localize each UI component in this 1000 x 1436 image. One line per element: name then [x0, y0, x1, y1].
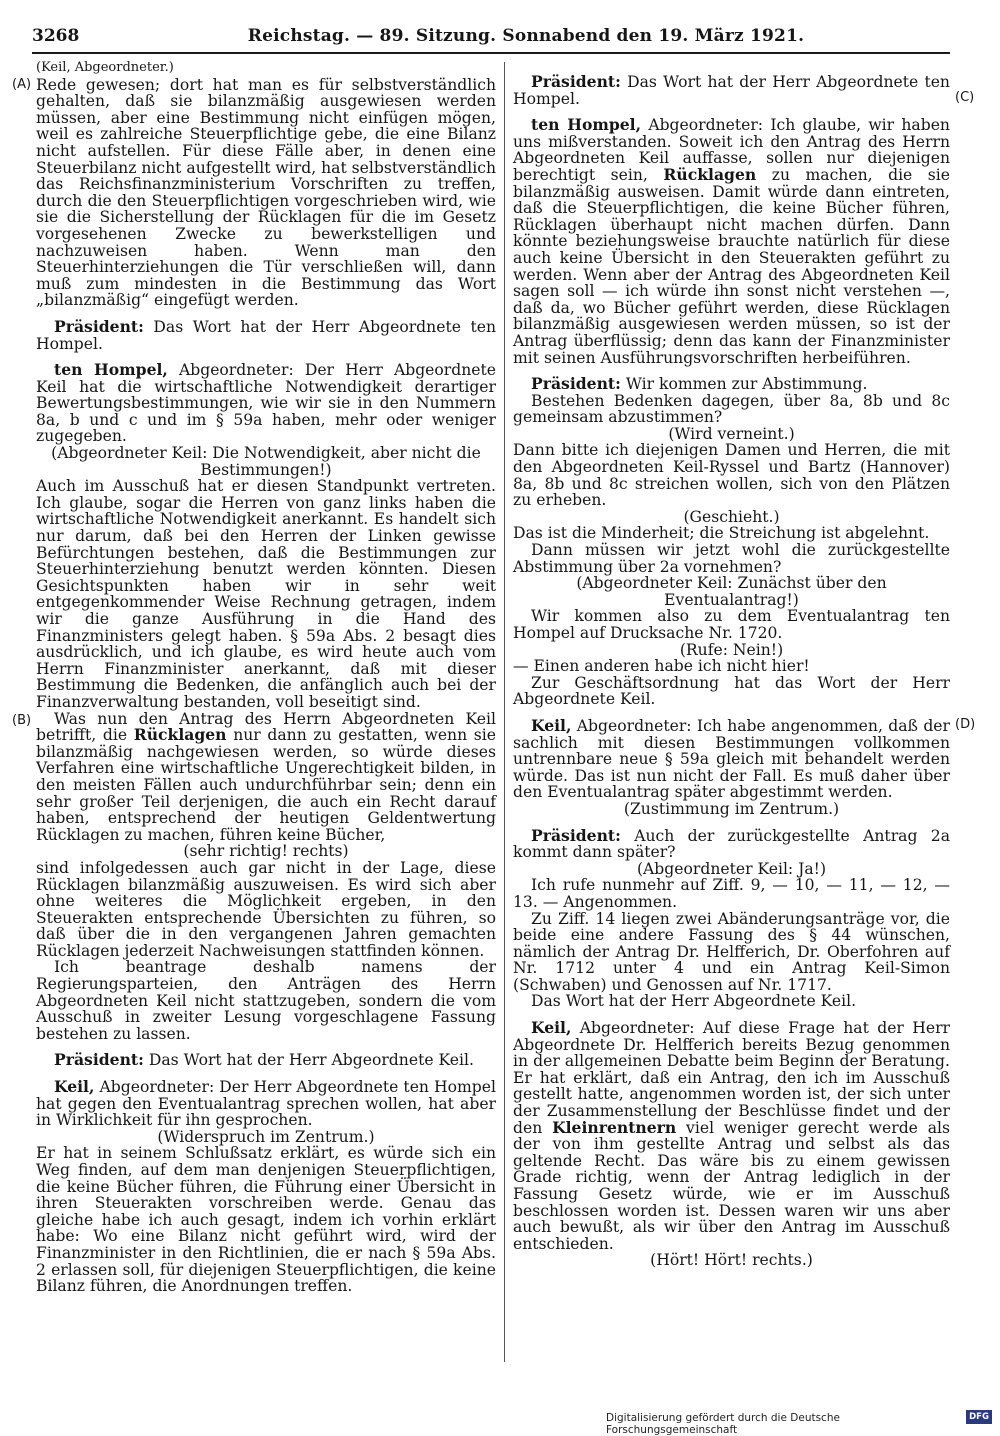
margin-marker-a: (A): [12, 77, 32, 92]
paragraph: Ich beantrage deshalb namens der Regierungsparteien, den Anträgen des Herrn Abgeordneten Keil nicht stattzugeben, sondern die vom Ausschuß in zweiter Lesung vorgeschlagene Fassung bestehen zu lassen.: [36, 958, 496, 1043]
interjection: (Hört! Hört! rechts.): [650, 1251, 813, 1270]
paragraph: Bestehen Bedenken dagegen, über 8a, 8b und 8c gemeinsam abzustimmen?: [513, 391, 950, 427]
paragraph: Auch im Ausschuß hat er diesen Standpunkt vertreten. Ich glaube, sogar die Herren von ganz links haben die wirtschaftliche Notwendigkeit anerkannt. Es handelt sich nur darum, daß bei den Herren der Linken gewisse Befürchtungen bestehen, daß die Bestimmungen zur Steuerhinterziehung benutzt werden könnten. Diesen Gesichtspunkten haben wir in sehr weit entgegenkommender Weise Rechnung getragen, indem wir die ganze Ausführung in die Hand des Finanzministers gelegt haben. § 59a Abs. 2 besagt dies ausdrücklich, und ich glaube, es wird heute auch vom Herrn Finanzminister anerkannt, daß mit dieser Bestimmung die Bedenken, die anfänglich auch bei der Finanzverwaltung bestanden, voll beseitigt sind.: [36, 477, 496, 711]
speech-paragraph: Keil, Abgeordneter: Ich habe angenommen, daß der sachlich mit diesen Bestimmungen vollkommen untrennbare neue § 59a gleich mit behandelt werden würde. Das ist nun nicht der Fall. Es muß daher über den Eventualantrag später abgestimmt werden.: [513, 715, 950, 802]
running-head: Reichstag. — 89. Sitzung. Sonnabend den 19. März 1921.: [247, 26, 805, 46]
digitization-credit: Digitalisierung gefördert durch die Deutsche Forschungsgemeinschaft: [606, 1412, 840, 1436]
speaker-name: Präsident:: [531, 374, 621, 394]
speech-paragraph: ten Hompel, Abgeordneter: Der Herr Abgeordnete Keil hat die wirtschaftliche Notwendigkeit derartiger Bewertungsbestimmungen, wie wir sie in den Nummern 8a, b und c und im § 59a haben, mehr oder weniger zugegeben.: [36, 360, 496, 446]
right-column: [513, 60, 950, 1269]
interjection: (Widerspruch im Zentrum.): [157, 1127, 375, 1146]
speech-paragraph: Präsident: Wir kommen zur Abstimmung.: [531, 374, 868, 394]
left-column: [36, 60, 496, 1295]
page-header: [32, 26, 950, 54]
continuation-speaker: (Keil, Abgeordneter.): [36, 60, 174, 75]
paragraph: Das Wort hat der Herr Abgeordnete Keil.: [531, 992, 857, 1011]
paragraph: — Einen anderen habe ich nicht hier!: [513, 657, 810, 676]
paragraph: Dann müssen wir jetzt wohl die zurückgestellte Abstimmung über 2a vornehmen?: [513, 541, 950, 576]
column-divider: [504, 62, 505, 1362]
speaker-name: ten Hompel,: [531, 115, 642, 135]
speaker-name: ten Hompel,: [54, 360, 168, 380]
interjection: (Abgeordneter Keil: Zunächst über den Eventualantrag!): [576, 574, 887, 609]
speech-paragraph: Keil, Abgeordneter: Der Herr Abgeordnete ten Hompel hat gegen den Eventualantrag sprechen wollen, hat aber in Wirklichkeit für ihn gesprochen.: [36, 1077, 496, 1130]
speaker-name: Präsident:: [531, 72, 621, 91]
speaker-name: Präsident:: [531, 825, 621, 845]
page-number: 3268: [32, 26, 80, 46]
paragraph: Zu Ziff. 14 liegen zwei Abänderungsanträge vor, die beide eine andere Fassung des § 44 wünschen, nämlich der Antrag Dr. Helfferich, Dr. Oberfohren auf Nr. 1712 unter 4 und ein Antrag Keil-Simon (Schwaben) und Genossen auf Nr. 1717.: [513, 909, 950, 994]
paragraph: Er hat in seinem Schlußsatz erklärt, es würde sich ein Weg finden, auf dem man denjenigen Steuerpflichtigen, die keine Bücher führen, die Führung einer Übersicht in ihren Steuerakten vorschreiben werde. Genau das gleiche habe ich auch gesagt, indem ich vorhin erklärt habe: Wo eine Bilanz nicht geführt wird, wird der Finanzminister in den Richtlinien, die er nach § 59a Abs. 2 erlassen soll, für diejenigen Steuerpflichtigen, die keine Bilanz führen, die Anordnungen treffen.: [36, 1144, 496, 1296]
interjection: (Abgeordneter Keil: Die Notwendigkeit, aber nicht die Bestimmungen!): [51, 444, 481, 479]
speaker-name: Präsident:: [54, 316, 144, 336]
margin-marker-b: (B): [12, 713, 32, 728]
speech-paragraph: Präsident: Das Wort hat der Herr Abgeordnete Keil.: [54, 1050, 474, 1070]
speaker-name: Keil,: [531, 1018, 572, 1038]
emphasized-term: Rücklagen: [663, 164, 757, 184]
dfg-logo: DFG: [966, 1410, 992, 1424]
speech-paragraph: Präsident: Auch der zurückgestellte Antrag 2a kommt dann später?: [513, 825, 950, 862]
paragraph: Rede gewesen; dort hat man es für selbstverständlich gehalten, daß sie bilanzmäßig ausgewiesen werden müssen, aber eine Bestimmung nicht einfügen mögen, weil es zahlreiche Steuerpflichtige gebe, die eine Bilanz nicht aufstellen. Für diese Fälle aber, in denen eine Steuerbilanz nicht aufgestellt wird, hat selbstverständlich das Reichsfinanzministerium Vorschriften zu treffen, durch die den Steuerpflichtigen vorgeschrieben wird, wie sie die Sicherstellung der Rücklagen für die im Gesetz vorgesehenen Zwecke zu bewerkstelligen und nachzuweisen haben. Wenn man den Steuerhinterziehungen die Tür verschließen will, dann muß zum mindesten in die Bestimmung das Wort „bilanzmäßig“ eingefügt werden.: [36, 75, 496, 310]
interjection: (Wird verneint.): [668, 424, 795, 443]
emphasized-term: Rücklagen: [133, 725, 227, 745]
interjection: (Zustimmung im Zentrum.): [623, 799, 840, 818]
paragraph: Zur Geschäftsordnung hat das Wort der Herr Abgeordnete Keil.: [513, 673, 950, 709]
margin-marker-c: (C): [955, 90, 975, 105]
speaker-name: Keil,: [531, 715, 572, 735]
paragraph: Das ist die Minderheit; die Streichung ist abgelehnt.: [513, 524, 930, 543]
speech-paragraph: ten Hompel, Abgeordneter: Ich glaube, wir haben uns mißverstanden. Soweit ich den Antrag des Herrn Abgeordneten Keil auffasse, sollen nur diejenigen berechtigt sein, Rücklagen zu machen, die sie bilanzmäßig ausweisen. Damit würde dann eintreten, daß die Steuerpflichtigen, die keine Bücher führen, Rücklagen überhaupt nicht machen dürfen. Dann könnte beziehungsweise brauchte natürlich für diese auch keine Übersicht in den Steuerakten geführt zu werden. Wenn aber der Antrag des Abgeordneten Keil sagen soll — ich würde ihn sonst nicht verstehen —, daß da, wo Bücher geführt werden, diese Rücklagen bilanzmäßig ausgewiesen werden müssen, so ist der Antrag überflüssig; denn das kann der Finanzminister mit seinen Ausführungsvorschriften herbeiführen.: [513, 115, 951, 367]
paragraph: Wir kommen also zu dem Eventualantrag ten Hompel auf Drucksache Nr. 1720.: [513, 607, 950, 642]
speaker-name: Keil,: [54, 1077, 95, 1097]
interjection: (Abgeordneter Keil: Ja!): [636, 859, 827, 878]
paragraph: Was nun den Antrag des Herrn Abgeordneten Keil betrifft, die Rücklagen nur dann zu gestatten, wenn sie bilanzmäßig nachgewiesen werden, so würde dieses Verfahren eine wirtschaftliche Ungerechtigkeit bilden, in den meisten Fällen auch undurchführbar sein; denn ein sehr großer Teil derjenigen, die auch ein Recht darauf haben, entsprechend der heutigen Geldentwertung Rücklagen zu machen, führen keine Bücher,: [36, 709, 497, 844]
interjection: (Rufe: Nein!): [679, 640, 784, 659]
paragraph: Ich rufe nunmehr auf Ziff. 9, — 10, — 11, — 12, — 13. — Angenommen.: [513, 876, 950, 911]
interjection: (Geschieht.): [683, 507, 780, 526]
margin-marker-d: (D): [955, 717, 976, 732]
emphasized-term: Kleinrentnern: [552, 1117, 677, 1137]
speech-paragraph: Präsident: Das Wort hat der Herr Abgeordnete ten Hompel.: [513, 72, 950, 108]
speech-paragraph: Präsident: Das Wort hat der Herr Abgeordnete ten Hompel.: [36, 316, 496, 353]
paragraph: Dann bitte ich diejenigen Damen und Herren, die mit den Abgeordneten Keil-Ryssel und Bartz (Hannover) 8a, 8b und 8c streichen wollen, sich von den Plätzen zu erheben.: [513, 441, 950, 510]
speaker-name: Präsident:: [54, 1050, 144, 1070]
speech-paragraph: Keil, Abgeordneter: Auf diese Frage hat der Herr Abgeordnete Dr. Helfferich bereits Bezug genommen in der allgemeinen Debatte beim Beginn der Beratung. Er hat erklärt, daß ein Antrag, den ich im Ausschuß gestellt hatte, angenommen worden ist, der sich unter der Zusammenstellung der Beschlüsse findet und der den Kleinrentnern viel weniger gerecht werde als der von ihm gestellte Antrag und selbst als das geltende Recht. Das wäre bis zu einem gewissen Grade richtig, wenn der Antrag lediglich in der Fassung Gesetz würde, wie er im Ausschuß beschlossen worden ist. Dessen waren wir uns aber auch bewußt, als wir über den Antrag im Ausschuß entschieden.: [513, 1018, 950, 1253]
interjection: (sehr richtig! rechts): [183, 842, 349, 861]
paragraph: sind infolgedessen auch gar nicht in der Lage, diese Rücklagen bilanzmäßig auszuweisen. Es wird sich aber ohne weiteres die Möglichkeit ergeben, in den Steuerakten entsprechende Übersichten zu führen, so daß über die in den vergangenen Jahren gemachten Rücklagen jederzeit Nachweisungen stattfinden können.: [36, 858, 496, 960]
